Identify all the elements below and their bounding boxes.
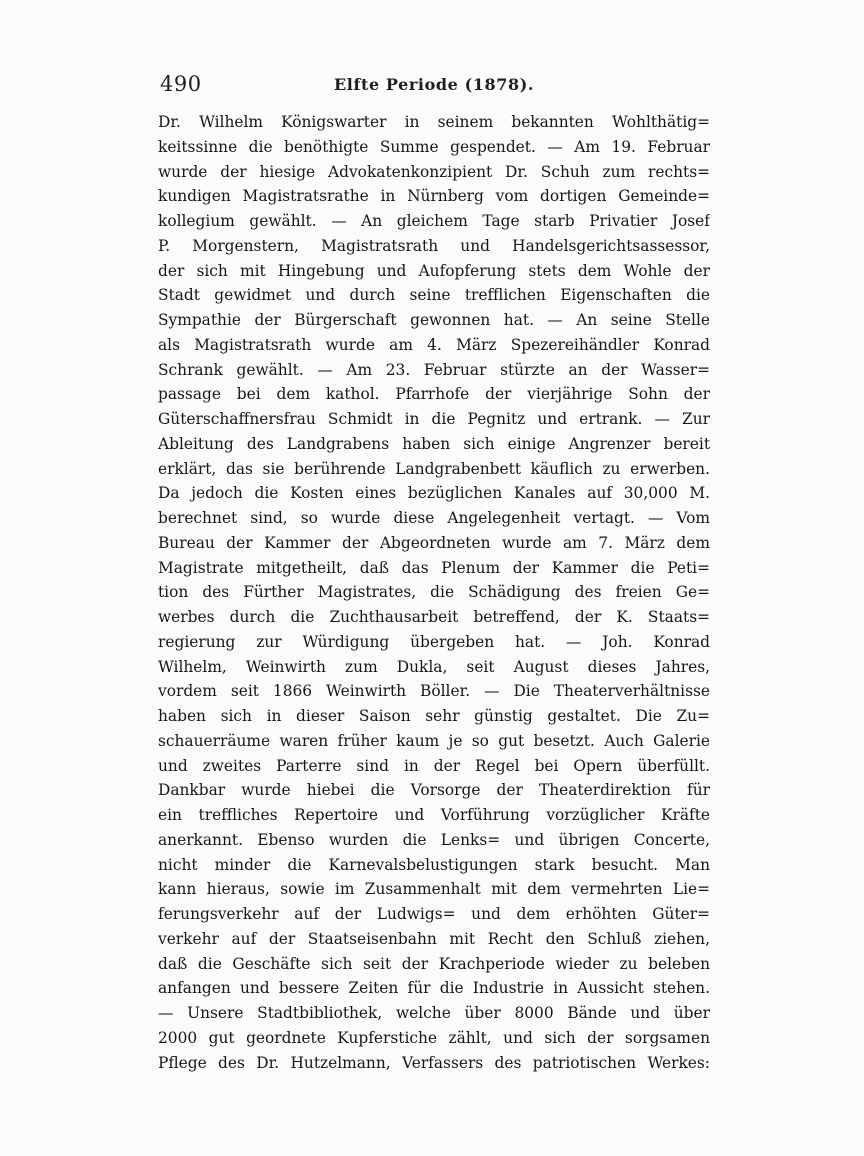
text-line: P. Morgenstern, Magistratsrath und Handelsgerichtsassessor, xyxy=(158,236,710,255)
text-line: Sympathie der Bürgerschaft gewonnen hat. — An seine Stelle xyxy=(158,311,710,329)
text-line: Da jedoch die Kosten eines bezüglichen Kanales auf 30,000 M. xyxy=(158,484,710,503)
text-line: tion des Fürther Magistrates, die Schädigung des freien Ge= xyxy=(158,583,710,602)
text-line: Pflege des Dr. Hutzelmann, Verfassers des patriotischen Werkes: xyxy=(158,1053,710,1072)
text-line: und zweites Parterre sind in der Regel bei Opern überfüllt. xyxy=(158,756,710,775)
text-line: ferungsverkehr auf der Ludwigs= und dem erhöhten Güter= xyxy=(158,905,710,923)
text-line: anerkannt. Ebenso wurden die Lenks= und übrigen Concerte, xyxy=(158,830,710,849)
text-line: — Unsere Stadtbibliothek, welche über 8000 Bände und über xyxy=(158,1004,710,1022)
text-line: Schrank gewählt. — Am 23. Februar stürzte an der Wasser= xyxy=(158,360,710,379)
text-line: kann hieraus, sowie im Zusammenhalt mit dem vermehrten Lie= xyxy=(158,880,710,899)
text-line: keitssinne die benöthigte Summe gespendet. — Am 19. Februar xyxy=(158,137,710,156)
page-number: 490 xyxy=(160,72,202,96)
body-text xyxy=(158,110,710,1075)
text-line: kundigen Magistratsrathe in Nürnberg vom dortigen Gemeinde= xyxy=(158,187,710,206)
text-line: Güterschaffnersfrau Schmidt in die Pegnitz und ertrank. — Zur xyxy=(158,410,710,428)
text-line: Dr. Wilhelm Königswarter in seinem bekannten Wohlthätig= xyxy=(158,113,710,131)
text-line: vordem seit 1866 Weinwirth Böller. — Die Theaterverhältnisse xyxy=(158,682,710,701)
text-line: haben sich in dieser Saison sehr günstig gestaltet. Die Zu= xyxy=(158,707,710,725)
text-line: verkehr auf der Staatseisenbahn mit Recht den Schluß ziehen, xyxy=(158,929,710,948)
text-line: daß die Geschäfte sich seit der Krachperiode wieder zu beleben xyxy=(158,954,710,973)
text-line: Wilhelm, Weinwirth zum Dukla, seit August dieses Jahres, xyxy=(158,657,710,676)
text-line: schauerräume waren früher kaum je so gut besetzt. Auch Galerie xyxy=(158,731,710,750)
text-line: Stadt gewidmet und durch seine trefflichen Eigenschaften die xyxy=(158,286,710,305)
text-line: berechnet sind, so wurde diese Angelegenheit vertagt. — Vom xyxy=(158,509,710,527)
text-line: Bureau der Kammer der Abgeordneten wurde am 7. März dem xyxy=(158,533,710,552)
text-line: der sich mit Hingebung und Aufopferung stets dem Wohle der xyxy=(158,261,710,280)
text-line: passage bei dem kathol. Pfarrhofe der vierjährige Sohn der xyxy=(158,385,710,404)
text-line: erklärt, das sie berührende Landgrabenbett käuflich zu erwerben. xyxy=(158,459,710,478)
text-line: ein treffliches Repertoire und Vorführung vorzüglicher Kräfte xyxy=(158,806,710,824)
text-line: regierung zur Würdigung übergeben hat. — Joh. Konrad xyxy=(158,632,710,651)
text-line: nicht minder die Karnevalsbelustigungen stark besucht. Man xyxy=(158,855,710,874)
running-head xyxy=(158,72,710,102)
text-line: 2000 gut geordnete Kupferstiche zählt, und sich der sorgsamen xyxy=(158,1028,710,1047)
text-line: werbes durch die Zuchthausarbeit betreffend, der K. Staats= xyxy=(158,608,710,626)
text-line: als Magistratsrath wurde am 4. März Spezereihändler Konrad xyxy=(158,335,710,354)
text-line: Magistrate mitgetheilt, daß das Plenum der Kammer die Peti= xyxy=(158,558,710,577)
text-line: Ableitung des Landgrabens haben sich einige Angrenzer bereit xyxy=(158,434,710,453)
text-line: Dankbar wurde hiebei die Vorsorge der Theaterdirektion für xyxy=(158,781,710,800)
running-title: Elfte Periode (1878). xyxy=(334,75,535,94)
text-line: wurde der hiesige Advokatenkonzipient Dr. Schuh zum rechts= xyxy=(158,162,710,181)
text-line: anfangen und bessere Zeiten für die Industrie in Aussicht stehen. xyxy=(158,979,710,998)
text-line: kollegium gewählt. — An gleichem Tage starb Privatier Josef xyxy=(158,212,710,230)
